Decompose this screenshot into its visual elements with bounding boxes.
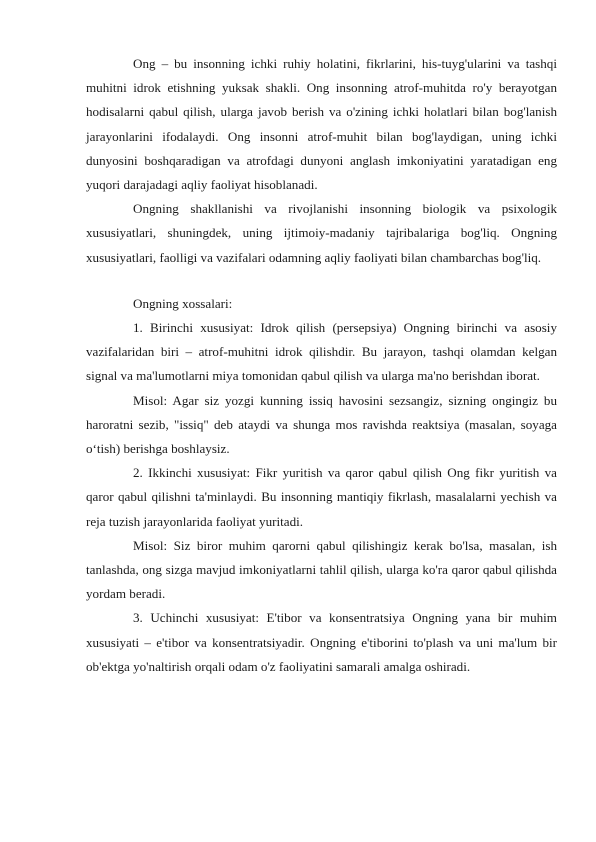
paragraph-formation: Ongning shakllanishi va rivojlanishi insonning biologik va psixologik xususiyatlari, shuningdek, uning ijtimoiy-madaniy tajribalariga bog'liq. Ongning xususiyatlari, faolligi va vazifalari odamning aqliy faoliyati bilan chambarchas bog'liq. [86,201,557,265]
paragraph-example-2: Misol: Siz biror muhim qarorni qabul qilishingiz kerak bo'lsa, masalan, ish tanlashda, ong sizga mavjud imkoniyatlarni tahlil qilish, ularga ko'ra qaror qabul qilishda yordam beradi. [86,537,557,602]
section-heading: Ongning xossalari: [133,295,233,311]
paragraph-example-1: Misol: Agar siz yozgi kunning issiq havosini sezsangiz, sizning ongingiz bu haroratni sezib, "issiq" deb ataydi va shunga mos ravishda reaktsiya (masalan, soyaga o‘tish) berishga boshlaysiz. [86,392,557,457]
document-page [86,52,557,679]
paragraph-spacer [86,270,557,292]
paragraph-property-2: 2. Ikkinchi xususiyat: Fikr yuritish va qaror qabul qilish Ong fikr yuritish va qaror qabul qilishni ta'minlaydi. Bu insonning mantiqiy fikrlash, masalalarni yechish va reja tuzish jarayonlarida faoliyat yuritadi. [86,465,557,529]
paragraph-property-1: 1. Birinchi xususiyat: Idrok qilish (persepsiya) Ongning birinchi va asosiy vazifalaridan biri – atrof-muhitni idrok qilishdir. Bu jarayon, tashqi olamdan kelgan signal va ma'lumotlarni miya tomonidan qabul qilish va ularga ma'no berishdan iborat. [86,320,557,384]
paragraph-definition: Ong – bu insonning ichki ruhiy holatini, fikrlarini, his-tuyg'ularini va tashqi muhitni idrok etishning yuksak shakli. Ong insonning atrof-muhitda ro'y berayotgan hodisalarni qabul qilish, ularga javob berish va o'zining ichki holatlari bilan bog'lanish jarayonlarini ifodalaydi. Ong insonni atrof-muhit bilan bog'laydigan, uning ichki dunyosini boshqaradigan va atrofdagi dunyoni anglash imkoniyatini yaratadigan eng yuqori darajadagi aqliy faoliyat hisoblanadi. [86,56,557,193]
paragraph-property-3: 3. Uchinchi xususiyat: E'tibor va konsentratsiya Ongning yana bir muhim xususiyati – e'tibor va konsentratsiyadir. Ongning e'tiborini to'plash va uni ma'lum bir ob'ektga yo'naltirish orqali odam o'z faoliyatini samarali amalga oshiradi. [86,610,557,674]
